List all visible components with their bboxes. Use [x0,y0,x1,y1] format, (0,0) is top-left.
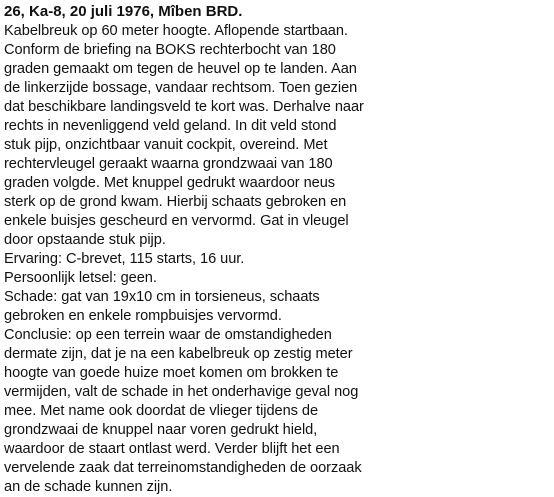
report-line: stuk pijp, onzichtbaar vanuit cockpit, overeind. Met [4,137,328,153]
report-line: de linkerzijde bossage, vandaar rechtsom. Toen gezien [4,80,358,96]
report-line: dat beschikbare landingsveld te kort was. Derhalve naar [4,99,364,115]
report-line: sterk op de grond kwam. Hierbij schaats gebroken en [4,194,347,210]
report-line: rechts in nevenliggend veld geland. In dit veld stond [4,118,337,134]
report-heading: 26, Ka-8, 20 juli 1976, Mîben BRD. [4,3,243,20]
report-line: graden gemaakt om tegen de heuvel op te landen. Aan [4,61,357,77]
conclusion-line: grondzwaai de knuppel naar voren gedrukt hield, [4,422,318,438]
damage-line: Schade: gat van 19x10 cm in torsieneus, schaats [4,289,320,305]
report-line: Conform de briefing na BOKS rechterbocht van 180 [4,42,336,58]
conclusion-line: hoogte van goede huize moet komen om brokken te [4,365,339,381]
conclusion-line: Conclusie: op een terrein waar de omstandigheden [4,327,332,343]
report-line: rechtervleugel geraakt waarna grondzwaai van 180 [4,156,333,172]
conclusion-line: mee. Met name ook doordat de vlieger tijdens de [4,403,319,419]
conclusion-line: an de schade kunnen zijn. [4,479,173,495]
report-line: Kabelbreuk op 60 meter hoogte. Aflopende startbaan. [4,23,348,39]
incident-report [4,0,552,497]
experience-line: Ervaring: C-brevet, 115 starts, 16 uur. [4,251,245,267]
report-line: graden volgde. Met knuppel gedrukt waardoor neus [4,175,336,191]
conclusion-line: vermijden, valt de schade in het onderhavige geval nog [4,384,359,400]
report-line: door opstaande stuk pijp. [4,232,166,248]
conclusion-line: vervelende zaak dat terreinomstandigheden de oorzaak [4,460,362,476]
injury-line: Persoonlijk letsel: geen. [4,270,157,286]
conclusion-line: waardoor de staart ontlast werd. Verder blijft het een [4,441,340,457]
report-line: enkele buisjes gescheurd en vervormd. Gat in vleugel [4,213,349,229]
damage-line: gebroken en enkele rompbuisjes vervormd. [4,308,282,324]
conclusion-line: dermate zijn, dat je na een kabelbreuk op zestig meter [4,346,353,362]
